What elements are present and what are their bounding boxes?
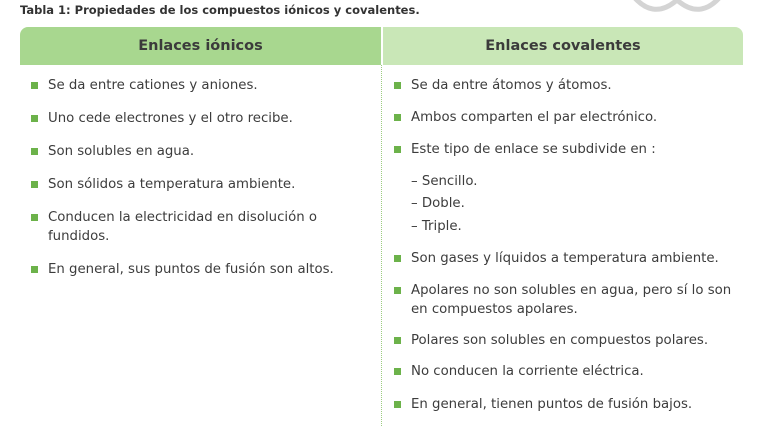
bullet-icon <box>394 255 401 262</box>
subtype-item: – Sencillo. <box>411 174 478 189</box>
bullet-icon <box>394 146 401 153</box>
list-item: Polares son solubles en compuestos polares. <box>392 331 732 350</box>
table-caption: Tabla 1: Propiedades de los compuestos iónicos y covalentes. <box>20 3 420 17</box>
bullet-icon <box>31 115 38 122</box>
list-item: Son sólidos a temperatura ambiente. <box>29 175 364 194</box>
bullet-icon <box>394 82 401 89</box>
subtype-item: – Doble. <box>411 196 465 211</box>
list-item: Son solubles en agua. <box>29 142 364 161</box>
list-item: En general, tienen puntos de fusión bajos. <box>392 395 732 414</box>
list-item: Ambos comparten el par electrónico. <box>392 108 732 127</box>
bullet-icon <box>394 114 401 121</box>
bullet-icon <box>31 82 38 89</box>
list-item: Uno cede electrones y el otro recibe. <box>29 109 364 128</box>
list-item: En general, sus puntos de fusión son altos. <box>29 260 364 279</box>
decorative-logo-icon <box>622 0 732 20</box>
bullet-icon <box>394 368 401 375</box>
list-item: Se da entre átomos y átomos. <box>392 76 732 95</box>
column-divider <box>381 65 382 426</box>
list-item: Se da entre cationes y aniones. <box>29 76 364 95</box>
bullet-icon <box>394 337 401 344</box>
bullet-icon <box>31 214 38 221</box>
bullet-icon <box>394 401 401 408</box>
list-item: Son gases y líquidos a temperatura ambiente. <box>392 249 732 268</box>
header-covalent: Enlaces covalentes <box>383 27 743 65</box>
list-item: Apolares no son solubles en agua, pero sí lo son en compuestos apolares. <box>392 281 732 319</box>
list-item: No conducen la corriente eléctrica. <box>392 362 732 381</box>
bullet-icon <box>31 266 38 273</box>
list-item: Este tipo de enlace se subdivide en : <box>392 140 732 159</box>
bullet-icon <box>31 181 38 188</box>
list-item: Conducen la electricidad en disolución o fundidos. <box>29 208 348 246</box>
bullet-icon <box>394 287 401 294</box>
header-ionic: Enlaces iónicos <box>20 27 381 65</box>
subtype-item: – Triple. <box>411 219 462 234</box>
bullet-icon <box>31 148 38 155</box>
